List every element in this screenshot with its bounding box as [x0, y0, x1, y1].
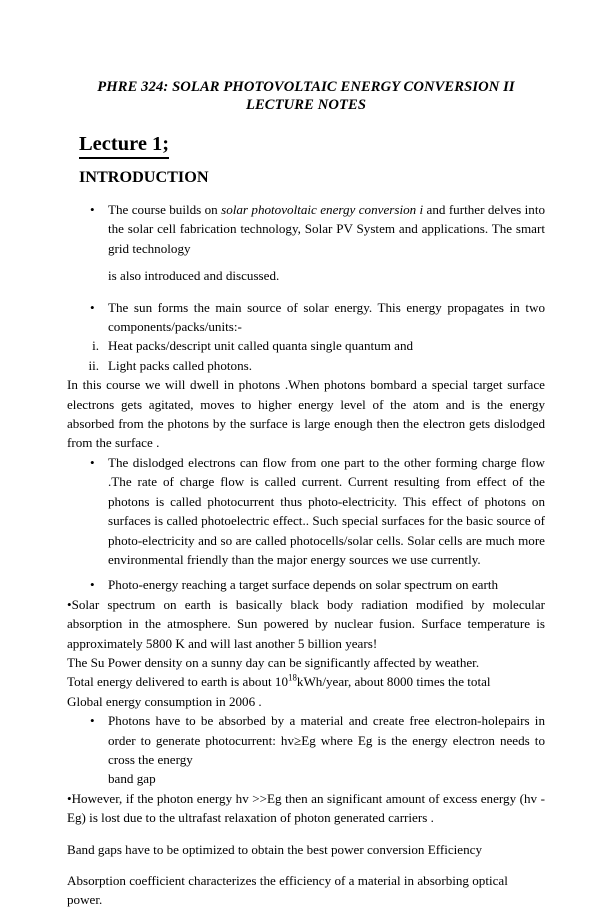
paragraph-photons: In this course we will dwell in photons .When photons bombard a special target surface electrons gets agitated, moves to higher energy level of the atom and is the energy absorbed from the photons by the surface is large enough then the electron gets dislodged from the surface . — [67, 377, 545, 451]
list-item — [67, 711, 545, 789]
bullet-list-sun — [67, 298, 545, 337]
roman-item-ii-text: Light packs called photons. — [108, 357, 252, 373]
bullet-3-text: The dislodged electrons can flow from one part to the other forming charge flow .The rate of charge flow is called current. Current resulting from effect of the photons is called photocurrent thus photo-electricity. This effect of photons on surfaces is called photoelectric effect.. Such special surfaces for the basic source of photo-electricity and so are called photocells/solar cells. Solar cells are much more environmental friendly than the major energy sources we use currently. — [108, 454, 545, 567]
document-title — [67, 78, 545, 114]
total-energy-prefix: Total energy delivered to earth is about 10 — [67, 674, 289, 690]
lecture-heading-container — [67, 122, 545, 159]
lecture-heading: Lecture 1; — [79, 131, 169, 159]
spacer — [67, 258, 545, 266]
paragraph-power-density: The Su Power density on a sunny day can be significantly affected by weather. — [67, 654, 480, 670]
bullet-5-line-1: Photons have to be absorbed by a material and create free electron-holepairs in order to generate photocurrent: hv≥Eg where Eg is the energy electron needs to cross the energy — [108, 713, 545, 767]
bullet-icon: • — [90, 299, 95, 315]
bullet-1-continuation: is also introduced and discussed. — [108, 268, 280, 284]
paragraph-however-excess-energy: •However, if the photon energy hv >>Eg then an significant amount of excess energy (hv -Eg) is lost due to the ultrafast relaxation of photon generated carriers . — [67, 790, 545, 826]
bullet-icon: • — [90, 577, 95, 593]
bullet-icon: • — [90, 713, 95, 729]
bullet-list-photo-energy — [67, 575, 545, 594]
total-energy-suffix: kWh/year, about 8000 times the total — [296, 674, 491, 690]
bullet-icon: • — [90, 202, 95, 217]
bullet-5-line-2: band gap — [108, 771, 156, 787]
paragraph-band-gaps: Band gaps have to be optimized to obtain the best power conversion Efficiency — [67, 841, 483, 857]
document-content — [67, 78, 545, 910]
list-item — [67, 336, 545, 355]
list-item — [67, 575, 545, 594]
document-title-line-1: PHRE 324: SOLAR PHOTOVOLTAIC ENERGY CONVERSION II — [97, 79, 515, 95]
bullet-list-photon-absorption — [67, 711, 545, 789]
bullet-1-prefix: The course builds on — [108, 202, 222, 217]
section-heading-introduction: INTRODUCTION — [79, 168, 209, 186]
roman-item-i-text: Heat packs/descript unit called quanta single quantum and — [108, 338, 414, 354]
roman-numeral-list — [67, 336, 545, 375]
paragraph-global-consumption: Global energy consumption in 2006 . — [67, 693, 262, 709]
bullet-4-text: Photo-energy reaching a target surface depends on solar spectrum on earth — [108, 577, 499, 593]
document-title-line-2: LECTURE NOTES — [245, 97, 367, 113]
bullet-2-text: The sun forms the main source of solar energy. This energy propagates in two components/packs/units:- — [108, 299, 545, 335]
bullet-list-dislodged-electrons — [67, 453, 545, 569]
total-energy-exponent: 18 — [288, 672, 297, 683]
spacer — [67, 188, 545, 200]
paragraph-total-energy — [67, 672, 545, 691]
spacer — [67, 859, 545, 871]
roman-marker-ii: ii. — [88, 357, 99, 373]
bullet-1-suffix: and further delves into the solar cell fabrication technology, Solar PV System and applications. The smart grid technology — [108, 202, 546, 256]
spacer — [67, 286, 545, 298]
bullet-list-intro — [67, 200, 545, 258]
paragraph-absorption-coefficient: Absorption coefficient characterizes the efficiency of a material in absorbing optical power. — [67, 873, 508, 908]
list-item — [67, 298, 545, 337]
spacer — [67, 828, 545, 840]
bullet-icon: • — [90, 454, 95, 470]
list-item — [67, 453, 545, 569]
roman-marker-i: i. — [92, 338, 99, 354]
bullet-1-italic-phrase: solar photovoltaic energy conversion i — [221, 202, 424, 217]
list-item — [67, 200, 545, 258]
list-item — [67, 356, 545, 375]
paragraph-solar-spectrum: •Solar spectrum on earth is basically black body radiation modified by molecular absorption in the atmosphere. Sun powered by nuclear fusion. Surface temperature is approximately 5800 K and will last another 5 billion years! — [67, 596, 545, 651]
